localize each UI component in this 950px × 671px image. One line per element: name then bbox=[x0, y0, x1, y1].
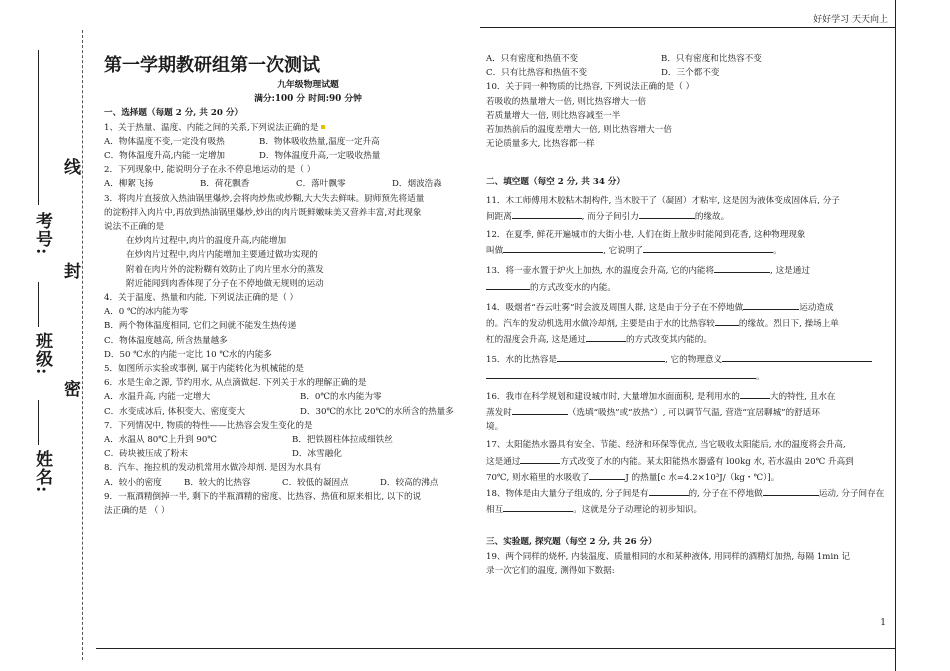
exam-number-blank bbox=[38, 50, 39, 205]
top-rule bbox=[480, 27, 896, 28]
blank[interactable] bbox=[714, 262, 770, 273]
blank[interactable] bbox=[722, 351, 872, 362]
seal-mi: 密 bbox=[60, 380, 80, 398]
question-15-line-2: 。 bbox=[486, 368, 894, 384]
question-13-line-2: 的方式改变水的内能。 bbox=[486, 279, 894, 295]
blank[interactable] bbox=[715, 315, 739, 326]
score-time: 满分:100 分 时间:90 分钟 bbox=[254, 94, 362, 105]
question-10-option-a: 若吸收的热量增大一倍, 则比热容增大一倍 bbox=[486, 96, 647, 107]
blank[interactable] bbox=[643, 242, 773, 253]
blank[interactable] bbox=[586, 331, 626, 342]
question-7: 7．下列情况中, 物质的特性——比热容会发生变化的是 bbox=[104, 420, 313, 431]
binding-dashed-line bbox=[82, 30, 83, 660]
question-19-line-1: 19、两个同样的烧杯, 内装温度、质量相同的水和某种液体, 用同样的酒精灯加热, 每隔 1min 记 bbox=[486, 551, 851, 562]
question-1: 1、关于热量、温度、内能之间的关系,下列说法正确的是 bbox=[104, 121, 512, 135]
highlight-mark bbox=[321, 125, 325, 129]
blank[interactable] bbox=[520, 453, 560, 464]
right-column bbox=[486, 52, 894, 578]
class-label: 班级: bbox=[32, 332, 52, 376]
question-3-option-d: 附近能闻到肉香体现了分子在不停地做无规则的运动 bbox=[126, 278, 324, 289]
question-15: 15．水的比热容是 , 它的物理意义 bbox=[486, 351, 894, 367]
question-9-options-ab: A．只有密度和热值不变 B．只有密度和比热容不变 bbox=[486, 54, 762, 64]
page-number: 1 bbox=[880, 618, 886, 628]
question-9-options-cd: C．只有比热容和热值不变 D．三个都不变 bbox=[486, 68, 720, 79]
question-12-line-1: 12．在夏季, 鲜花开遍城市的大街小巷, 人们在街上散步时能闻到花香, 这种物理现象 bbox=[486, 230, 806, 241]
question-9-line-2: 法正确的是 （ ） bbox=[104, 506, 170, 517]
blank[interactable] bbox=[763, 485, 819, 496]
question-3-option-a: 在炒肉片过程中,肉片的温度升高,内能增加 bbox=[126, 236, 287, 247]
question-14-line-2: 的。汽车的发动机选用水做冷却剂, 主要是由于水的比热容较 的缘故。烈日下, 操场上单 bbox=[486, 315, 894, 331]
question-14-line-1: 14．吸烟者“吞云吐雾”时会波及周围人群, 这是由于分子在不停地做 运动造成 bbox=[486, 299, 894, 315]
blank[interactable] bbox=[512, 208, 582, 219]
blank[interactable] bbox=[503, 242, 603, 253]
blank[interactable] bbox=[649, 485, 689, 496]
question-4-option-b: B．两个物体温度相同, 它们之间就不能发生热传递 bbox=[104, 321, 297, 332]
blank[interactable] bbox=[740, 388, 770, 399]
blank[interactable] bbox=[589, 469, 625, 480]
question-18-line-2: 相互 。这就是分子动理论的初步知识。 bbox=[486, 501, 894, 517]
question-10: 10．关于同一种物质的比热容, 下列说法正确的是（ ） bbox=[486, 82, 695, 93]
blank[interactable] bbox=[486, 368, 756, 379]
question-13-line-1: 13．将一壶水置于炉火上加热, 水的温度会升高, 它的内能将 , 这是通过 bbox=[486, 262, 894, 278]
question-11-line-1: 11．木工师傅用木胶粘木制构件, 当木胶干了（凝固）才粘牢, 这是因为液体变成固体后, 分子 bbox=[486, 195, 840, 206]
question-6-options-ab: A．水温升高, 内能一定增大 B．0℃的水内能为零 bbox=[104, 392, 382, 403]
question-17-line-3: 70℃, 则水箱里的水吸收了 J 的热量[c 水=4.2×10³J/（kg・℃）]。 bbox=[486, 469, 894, 485]
class-blank bbox=[38, 282, 39, 327]
question-4-option-c: C．物体温度越高, 所含热量越多 bbox=[104, 335, 228, 346]
question-7-options-ab: A．水温从 80℃上升到 90℃ B．把铁圆柱体拉成细铁丝 bbox=[104, 435, 393, 446]
section-2-title: 二、填空题（每空 2 分, 共 34 分） bbox=[486, 177, 626, 188]
question-1-options-cd: C．物体温度升高,内能一定增加 D．物体温度升高,一定吸收热量 bbox=[104, 151, 381, 162]
question-16-line-1: 16．我市在科学规划和建设城市时, 大量增加水面面积, 是利用水的 大的特性, 且水在 bbox=[486, 388, 894, 404]
blank[interactable] bbox=[503, 501, 573, 512]
name-blank bbox=[38, 400, 39, 445]
question-11-line-2: 间距离 , 而分子间引力 的缘故。 bbox=[486, 208, 894, 224]
question-7-options-cd: C．砖块被压成了粉末 D．冰雪融化 bbox=[104, 449, 342, 460]
question-16-line-3: 境。 bbox=[486, 422, 504, 433]
question-4-option-a: A．0 ℃的冰内能为零 bbox=[104, 307, 189, 318]
right-border bbox=[895, 0, 896, 671]
seal-feng: 封 bbox=[60, 262, 80, 280]
question-12-line-2: 叫做 , 它说明了 。 bbox=[486, 242, 894, 258]
name-label: 姓名: bbox=[32, 450, 52, 494]
page-title: 第一学期教研组第一次测试 bbox=[104, 55, 320, 76]
section-1-title: 一、选择题（每题 2 分, 共 20 分） bbox=[104, 108, 244, 119]
blank[interactable] bbox=[743, 299, 799, 310]
question-3-line-2: 的淀粉拌入肉片中,再放到热油锅里爆炒,炒出的肉片既鲜嫩味美又营养丰富,对此现象 bbox=[104, 207, 422, 218]
blank[interactable] bbox=[557, 351, 665, 362]
question-3-option-b: 在炒肉片过程中,肉片内能增加主要通过做功实现的 bbox=[126, 250, 318, 261]
question-2: 2．下列现象中, 能说明分子在永不停息地运动的是（ ） bbox=[104, 165, 316, 176]
question-3-option-c: 附着在肉片外的淀粉糊有效防止了肉片里水分的蒸发 bbox=[126, 264, 324, 275]
question-10-option-b: 若质量增大一倍, 则比热容减至一半 bbox=[486, 110, 621, 121]
subtitle: 九年级物理试题 bbox=[277, 80, 339, 90]
blank[interactable] bbox=[486, 279, 530, 290]
question-9-line-1: 9．一瓶酒精倒掉一半, 剩下的半瓶酒精的密度、比热容、热值和原来相比, 以下的说 bbox=[104, 491, 422, 502]
question-14-line-3: 杠的湿度会升高, 这是通过 的方式改变其内能的。 bbox=[486, 331, 894, 347]
question-17-line-2: 这是通过 方式改变了水的内能。某太阳能热水器盛有 l00kg 水, 若水温由 20℃ 升高到 bbox=[486, 453, 894, 469]
question-1-options-ab: A．物体温度不变,一定没有吸热 B．物体吸收热量,温度一定升高 bbox=[104, 136, 380, 147]
header-motto: 好好学习 天天向上 bbox=[813, 15, 888, 25]
left-column bbox=[104, 54, 512, 518]
question-8-options: A．较小的密度 B．较大的比热容 C．较低的凝固点 D．较高的沸点 bbox=[104, 477, 439, 488]
bottom-rule bbox=[96, 648, 896, 649]
question-10-option-d: 无论质量多大, 比热容都一样 bbox=[486, 139, 595, 150]
question-3-line-3: 说法不正确的是 bbox=[104, 222, 165, 233]
question-4: 4．关于温度、热量和内能, 下列说法正确的是（ ） bbox=[104, 293, 299, 304]
question-6-options-cd: C．水变成冰后, 体积变大、密度变大 D．30℃的水比 20℃的水所含的热量多 bbox=[104, 406, 454, 417]
question-2-options: A．柳絮飞扬 B．荷花飘香 C．落叶飘零 D．烟波浩淼 bbox=[104, 179, 442, 190]
question-16-line-2: 蒸发时 （选填“吸热”或“放热”）, 可以调节气温, 营造“宜居聊城”的舒适环 bbox=[486, 404, 894, 420]
seal-xian: 线 bbox=[60, 158, 80, 176]
question-18-line-1: 18、物体是由大量分子组成的, 分子间是有 的, 分子在不停地做 运动, 分子间存在 bbox=[486, 485, 894, 501]
exam-number-label: 考号: bbox=[32, 212, 52, 256]
section-3-title: 三、实验题, 探究题（每空 2 分, 共 26 分） bbox=[486, 537, 657, 548]
question-5: 5．如图所示实验或事例, 属于内能转化为机械能的是 bbox=[104, 364, 304, 375]
blank[interactable] bbox=[512, 404, 568, 415]
question-8: 8．汽车、拖拉机的发动机常用水做冷却剂. 是因为水具有 bbox=[104, 463, 322, 474]
question-10-option-c: 若加热前后的温度差增大一倍, 则比热容增大一倍 bbox=[486, 125, 672, 136]
question-17-line-1: 17、太阳能热水器具有安全、节能、经济和环保等优点, 当它吸收太阳能后, 水的温度将会升高, bbox=[486, 440, 846, 451]
question-19-line-2: 录一次它们的温度, 测得如下数据: bbox=[486, 565, 615, 576]
question-3-line-1: 3．将肉片直接放入热油锅里爆炒,会将肉炒焦或炒糊,大大失去鲜味。厨师预先将适量 bbox=[104, 193, 425, 204]
question-6: 6．水是生命之源, 节约用水, 从点滴做起. 下列关于水的理解正确的是 bbox=[104, 378, 367, 389]
question-4-option-d: D．50 ℃水的内能一定比 10 ℃水的内能多 bbox=[104, 349, 272, 360]
blank[interactable] bbox=[639, 208, 695, 219]
